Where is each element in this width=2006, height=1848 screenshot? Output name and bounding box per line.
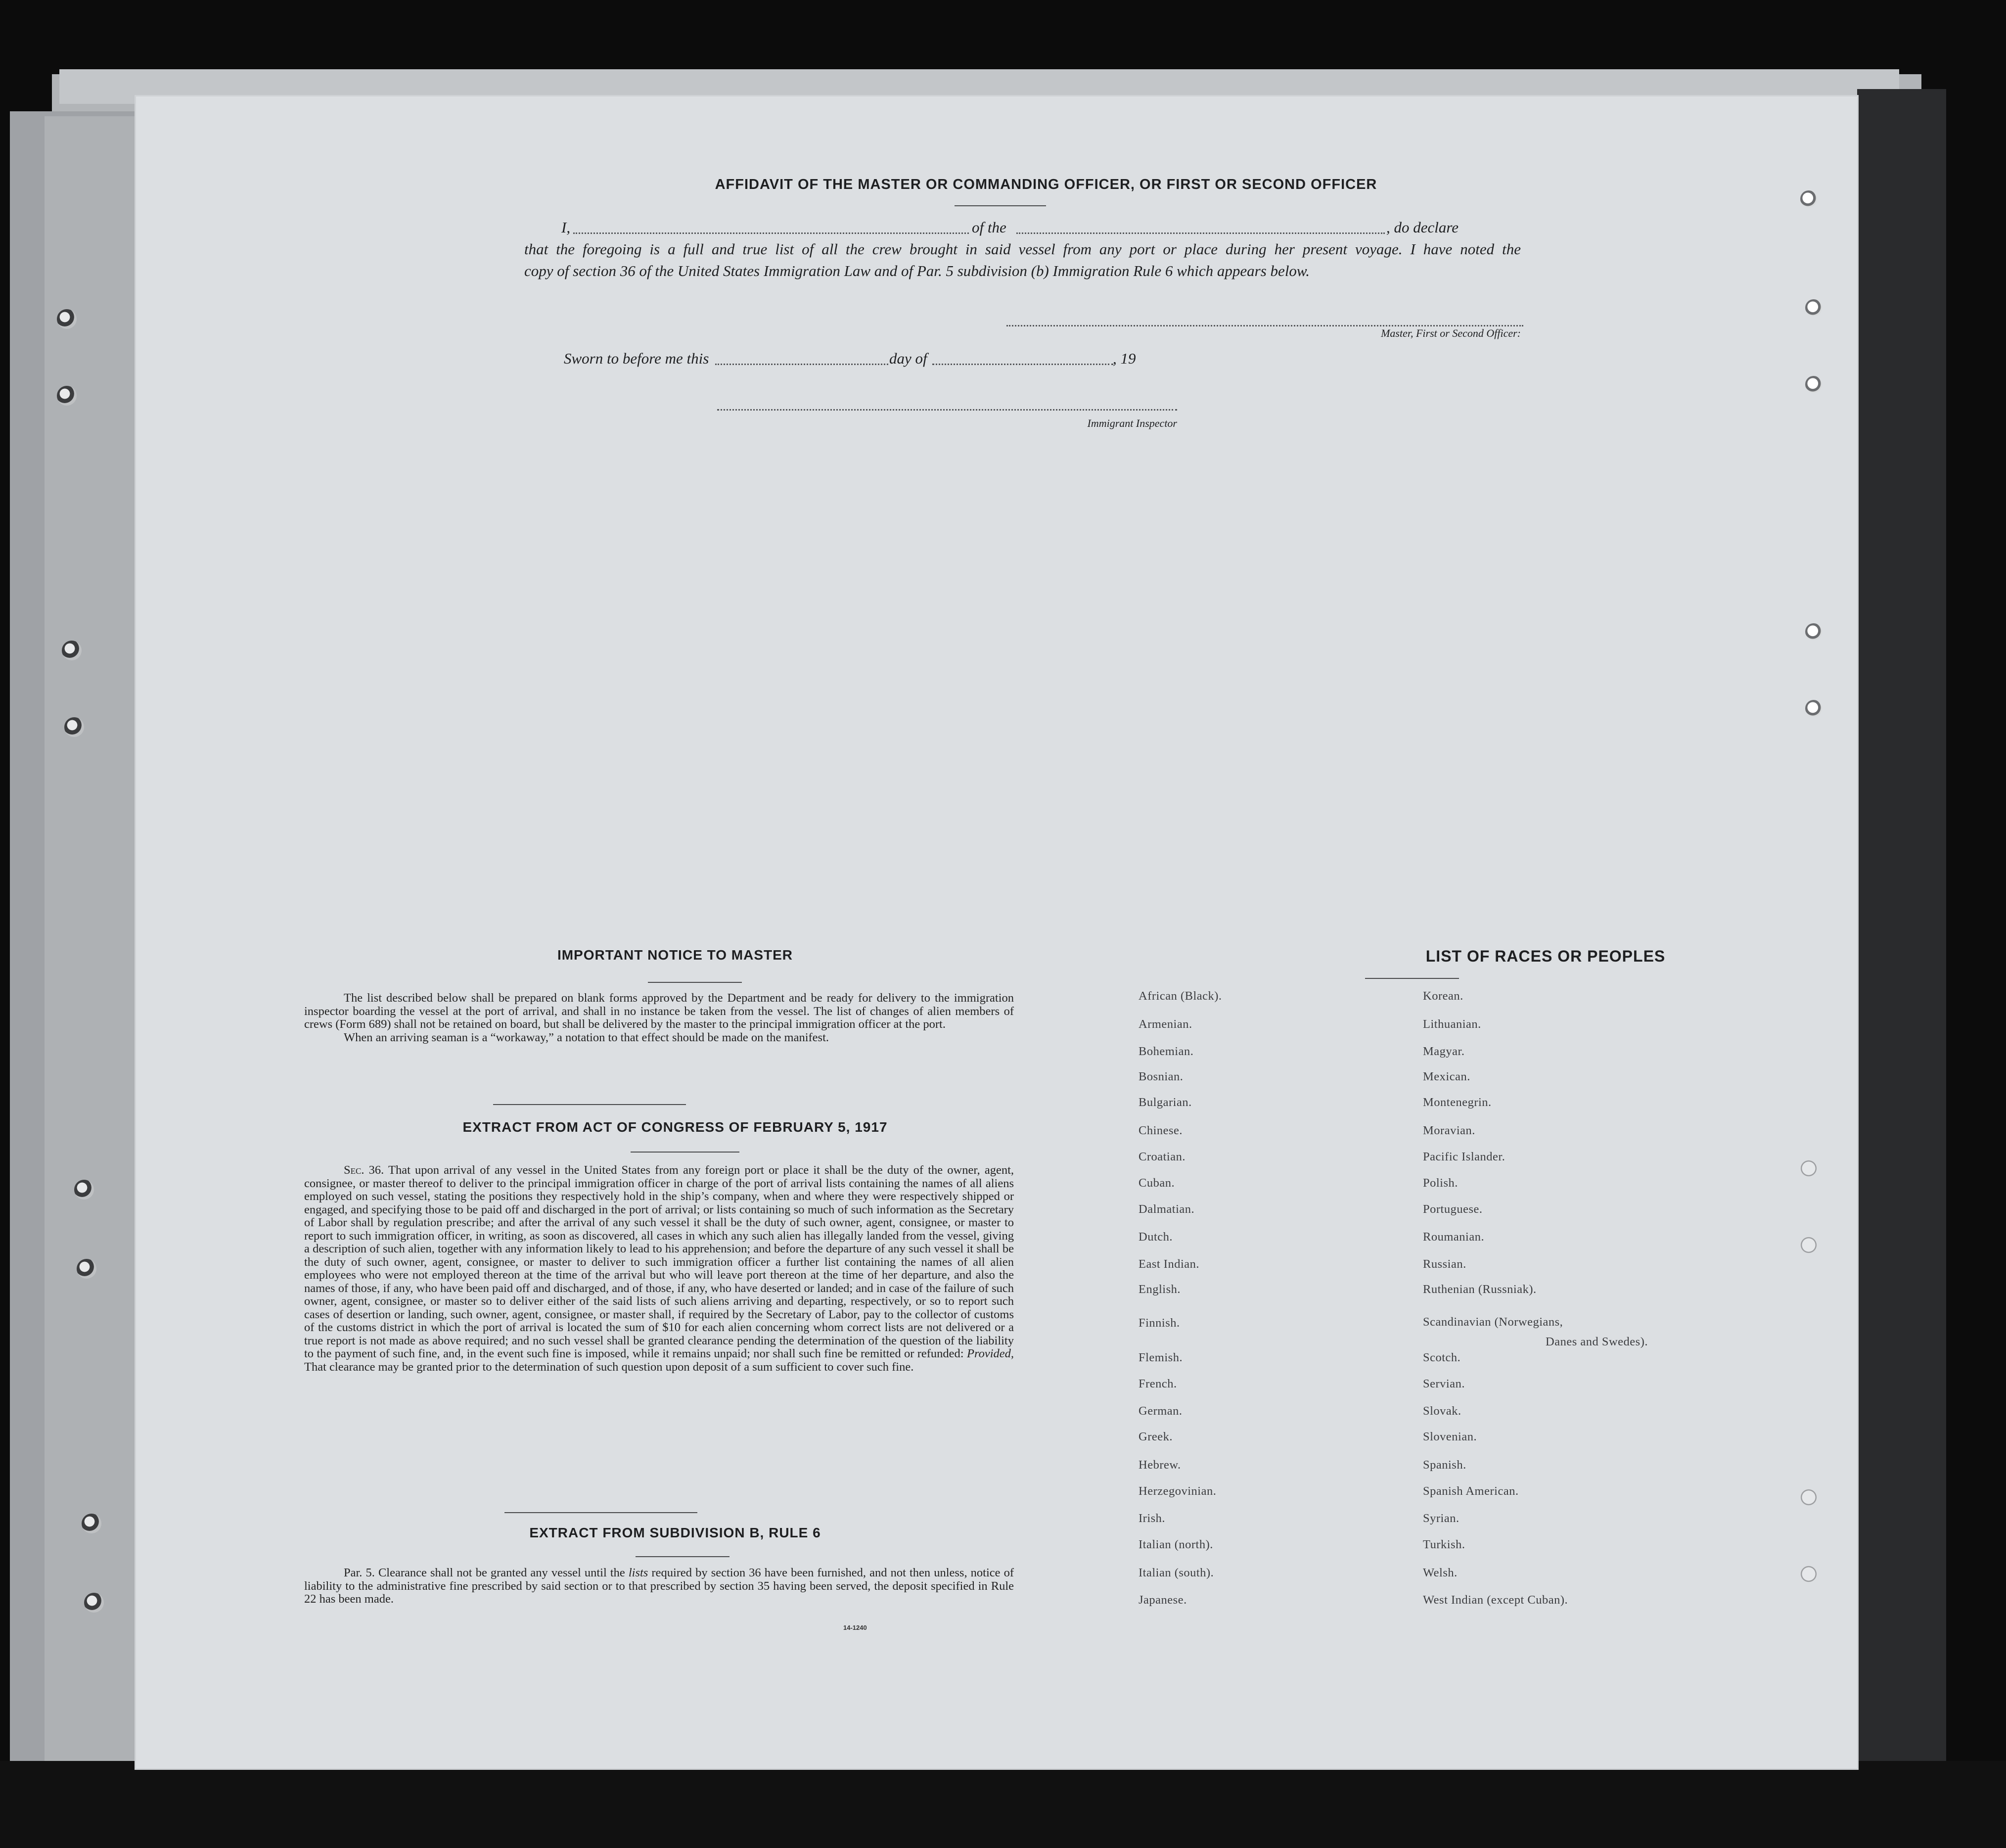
section-36-text: That upon arrival of any vessel in the United States from any foreign port or place it shall be the duty of the owner, agent, consignee, or master thereof to deliver to the principal immigration officer in charge of the port of arrival lists containing the names of all aliens employed on such vessel, stating the positions they respectively hold in the ship’s company, when and where they were respectively shipped or engaged, and specifying those to be paid off and discharged in the port of arrival; or lists containing so much of such information as the Secretary of Labor shall by regulation prescribe; and after the arrival of any such vessel it shall be the duty of such owner, agent, consignee, or master to report to such immigration officer, in writing, as soon as discovered, all cases in which any such alien has illegally landed from the vessel, giving a description of such alien, together with any information likely to lead to his apprehension; and before the departure of any such vessel it shall be the duty of such owner, agent, consignee, or master to deliver to such immigration officer a further list containing the names of all alien employees who were not employed thereon at the time of the arrival but who will leave port thereon at the time of her departure, and also the names of those, if any, who have been paid off and discharged, and of those, if any, who have deserted or landed; and in case of the failure of such owner, agent, consignee, or master so to deliver either of the said lists of such aliens arriving and departing, respectively, or so to report such cases of desertion or landing, such owner, agent, consignee, or master shall, if required by the Secretary of Labor, pay to the collector of customs of the customs district in which the port of arrival is located the sum of $10 for each alien concerning whom correct lists are not delivered or a true report is not made as above required; and no such vessel shall be granted clearance pending the determination of the question of the liability to the payment of such fine, and, in the event such fine is imposed, while it remains unpaid; nor shall such fine be remitted or refunded: [304,1163,1014,1360]
race-item: Turkish. [1423,1538,1465,1551]
page-hole-icon [1805,623,1822,640]
binder-hole-icon [84,1593,104,1613]
race-item: French. [1139,1377,1177,1390]
lists-word: lists [628,1566,648,1579]
rule-extract-title: EXTRACT FROM SUBDIVISION B, RULE 6 [529,1525,821,1540]
race-item: Finnish. [1139,1316,1180,1330]
notice-text [304,992,1014,1044]
race-item: Syrian. [1423,1512,1459,1525]
race-item: English. [1139,1283,1181,1296]
binder-hole-icon [57,386,77,406]
rule-text-after: required by section 36 have been furnished, and not then unless, notice of liability to the administrative fine prescribed by said section or to that prescribed by section 35 having been served, the deposit specified in Rule 22 has been made. [304,1566,1014,1606]
act-extract-title: EXTRACT FROM ACT OF CONGRESS OF FEBRUARY 5, 1917 [462,1119,888,1135]
affidavit-of-the-label: of the [972,219,1006,236]
proviso-text: That clearance may be granted prior to the determination of such question upon deposit of a sum sufficient to cover such fine. [304,1360,914,1374]
affidavit-title: AFFIDAVIT OF THE MASTER OR COMMANDING OFFICER, OR FIRST OR SECOND OFFICER [715,177,1377,192]
race-item: Hebrew. [1139,1458,1181,1472]
bottom-dark-area [0,1761,2006,1848]
sworn-year: , 19 [1113,350,1136,367]
rule-text-before: Par. 5. Clearance shall not be granted any vessel until the [344,1566,625,1579]
race-item: Slovenian. [1423,1430,1477,1443]
sworn-prefix: Sworn to before me this [564,350,709,367]
notice-paragraph-2: When an arriving seaman is a “workaway,” a notation to that effect should be made on the manifest. [344,1030,829,1044]
race-item: Bosnian. [1139,1070,1184,1083]
race-item: Ruthenian (Russniak). [1423,1283,1537,1296]
binder-hole-icon [57,309,77,329]
act-extract-rule [631,1152,739,1153]
race-item: Pacific Islander. [1423,1150,1505,1163]
officer-signature-line[interactable] [1006,325,1523,326]
race-item: Herzegovinian. [1139,1484,1217,1498]
binder-hole-icon [74,1180,94,1200]
race-item: Dutch. [1139,1230,1173,1244]
race-continuation: Danes and Swedes). [1546,1335,1648,1348]
notice-paragraph-1: The list described below shall be prepared on blank forms approved by the Department and be ready for delivery to the immigration inspector boarding the vessel at the port of arrival, and shall in no instance be taken from the vessel. The list of changes of alien members of crews (Form 689) shall not be retained on board, but shall be delivered by the master to the principal immigration officer at the port. [304,991,1014,1031]
inspector-caption: Immigrant Inspector [1087,417,1177,429]
race-item: Dalmatian. [1139,1202,1195,1216]
notice-title: IMPORTANT NOTICE TO MASTER [557,947,793,963]
race-item: Russian. [1423,1257,1466,1271]
race-item: Servian. [1423,1377,1465,1390]
notice-rule [648,982,742,983]
race-item: Spanish. [1423,1458,1466,1472]
race-item: Croatian. [1139,1150,1185,1163]
act-extract-text [304,1164,1014,1374]
race-item: Scandinavian (Norwegians, [1423,1315,1563,1329]
race-item: Slovak. [1423,1404,1461,1418]
page-hole-icon [1805,700,1822,717]
affidavit-do-declare-label: , do declare [1386,219,1459,236]
races-rule [1365,978,1459,979]
form-number: 14-1240 [843,1624,867,1631]
affidavit-i-label: I, [561,219,571,236]
race-item: Roumanian. [1423,1230,1485,1244]
race-item: Korean. [1423,989,1463,1003]
race-item: German. [1139,1404,1183,1418]
race-item: Magyar. [1423,1045,1465,1058]
page-hole-icon [1800,1160,1817,1177]
race-item: Armenian. [1139,1017,1192,1031]
race-item: Montenegrin. [1423,1096,1492,1109]
race-item: Chinese. [1139,1124,1183,1137]
binder-hole-icon [82,1514,101,1533]
rule-extract-rule [636,1556,729,1557]
race-item: Italian (south). [1139,1566,1214,1579]
race-item: Greek. [1139,1430,1173,1443]
sworn-day-line[interactable] [715,364,888,365]
race-item: Italian (north). [1139,1538,1213,1551]
race-item: West Indian (except Cuban). [1423,1593,1568,1607]
page-hole-icon [1800,190,1817,207]
races-title: LIST OF RACES OR PEOPLES [1425,947,1666,965]
section-divider [504,1512,697,1513]
race-item: Moravian. [1423,1124,1475,1137]
section-label: Sec. 36. [344,1163,384,1177]
section-divider [493,1104,686,1105]
race-item: Scotch. [1423,1351,1461,1364]
race-item: Flemish. [1139,1351,1183,1364]
page-hole-icon [1805,299,1822,316]
rule-extract-text [304,1567,1014,1606]
race-item: Spanish American. [1423,1484,1519,1498]
document-page [136,96,1857,1768]
signature-caption: Master, First or Second Officer: [1381,327,1521,339]
race-item: Irish. [1139,1512,1166,1525]
master-name-line[interactable] [573,232,969,234]
race-item: Welsh. [1423,1566,1458,1579]
page-hole-icon [1800,1489,1817,1506]
race-item: Bohemian. [1139,1045,1194,1058]
inspector-signature-line[interactable] [717,409,1177,411]
binder-hole-icon [62,641,82,660]
binder-hole-icon [64,717,84,737]
race-item: Mexican. [1423,1070,1470,1083]
proviso-word: Provided, [966,1347,1014,1360]
affidavit-body-line3: copy of section 36 of the United States Immigration Law and of Par. 5 subdivision (b) Immigration Rule 6 which appears below. [524,262,1310,279]
race-item: African (Black). [1139,989,1222,1003]
page-hole-icon [1800,1566,1817,1582]
sworn-day-of: day of [889,350,927,367]
binder-hole-icon [77,1259,96,1279]
title-rule [955,205,1046,206]
race-item: Portuguese. [1423,1202,1483,1216]
race-item: Polish. [1423,1176,1458,1190]
sworn-month-line[interactable] [932,364,1113,365]
race-item: East Indian. [1139,1257,1200,1271]
race-item: Japanese. [1139,1593,1187,1607]
page-hole-icon [1805,376,1822,393]
vessel-name-line[interactable] [1016,232,1385,234]
race-item: Lithuanian. [1423,1017,1481,1031]
affidavit-body-line2: that the foregoing is a full and true list of all the crew brought in said vessel from any port or place during her present voyage. I have noted the [524,240,1521,258]
race-item: Bulgarian. [1139,1096,1192,1109]
right-shadow [1857,89,1946,1786]
page-hole-icon [1800,1237,1817,1253]
race-item: Cuban. [1139,1176,1175,1190]
